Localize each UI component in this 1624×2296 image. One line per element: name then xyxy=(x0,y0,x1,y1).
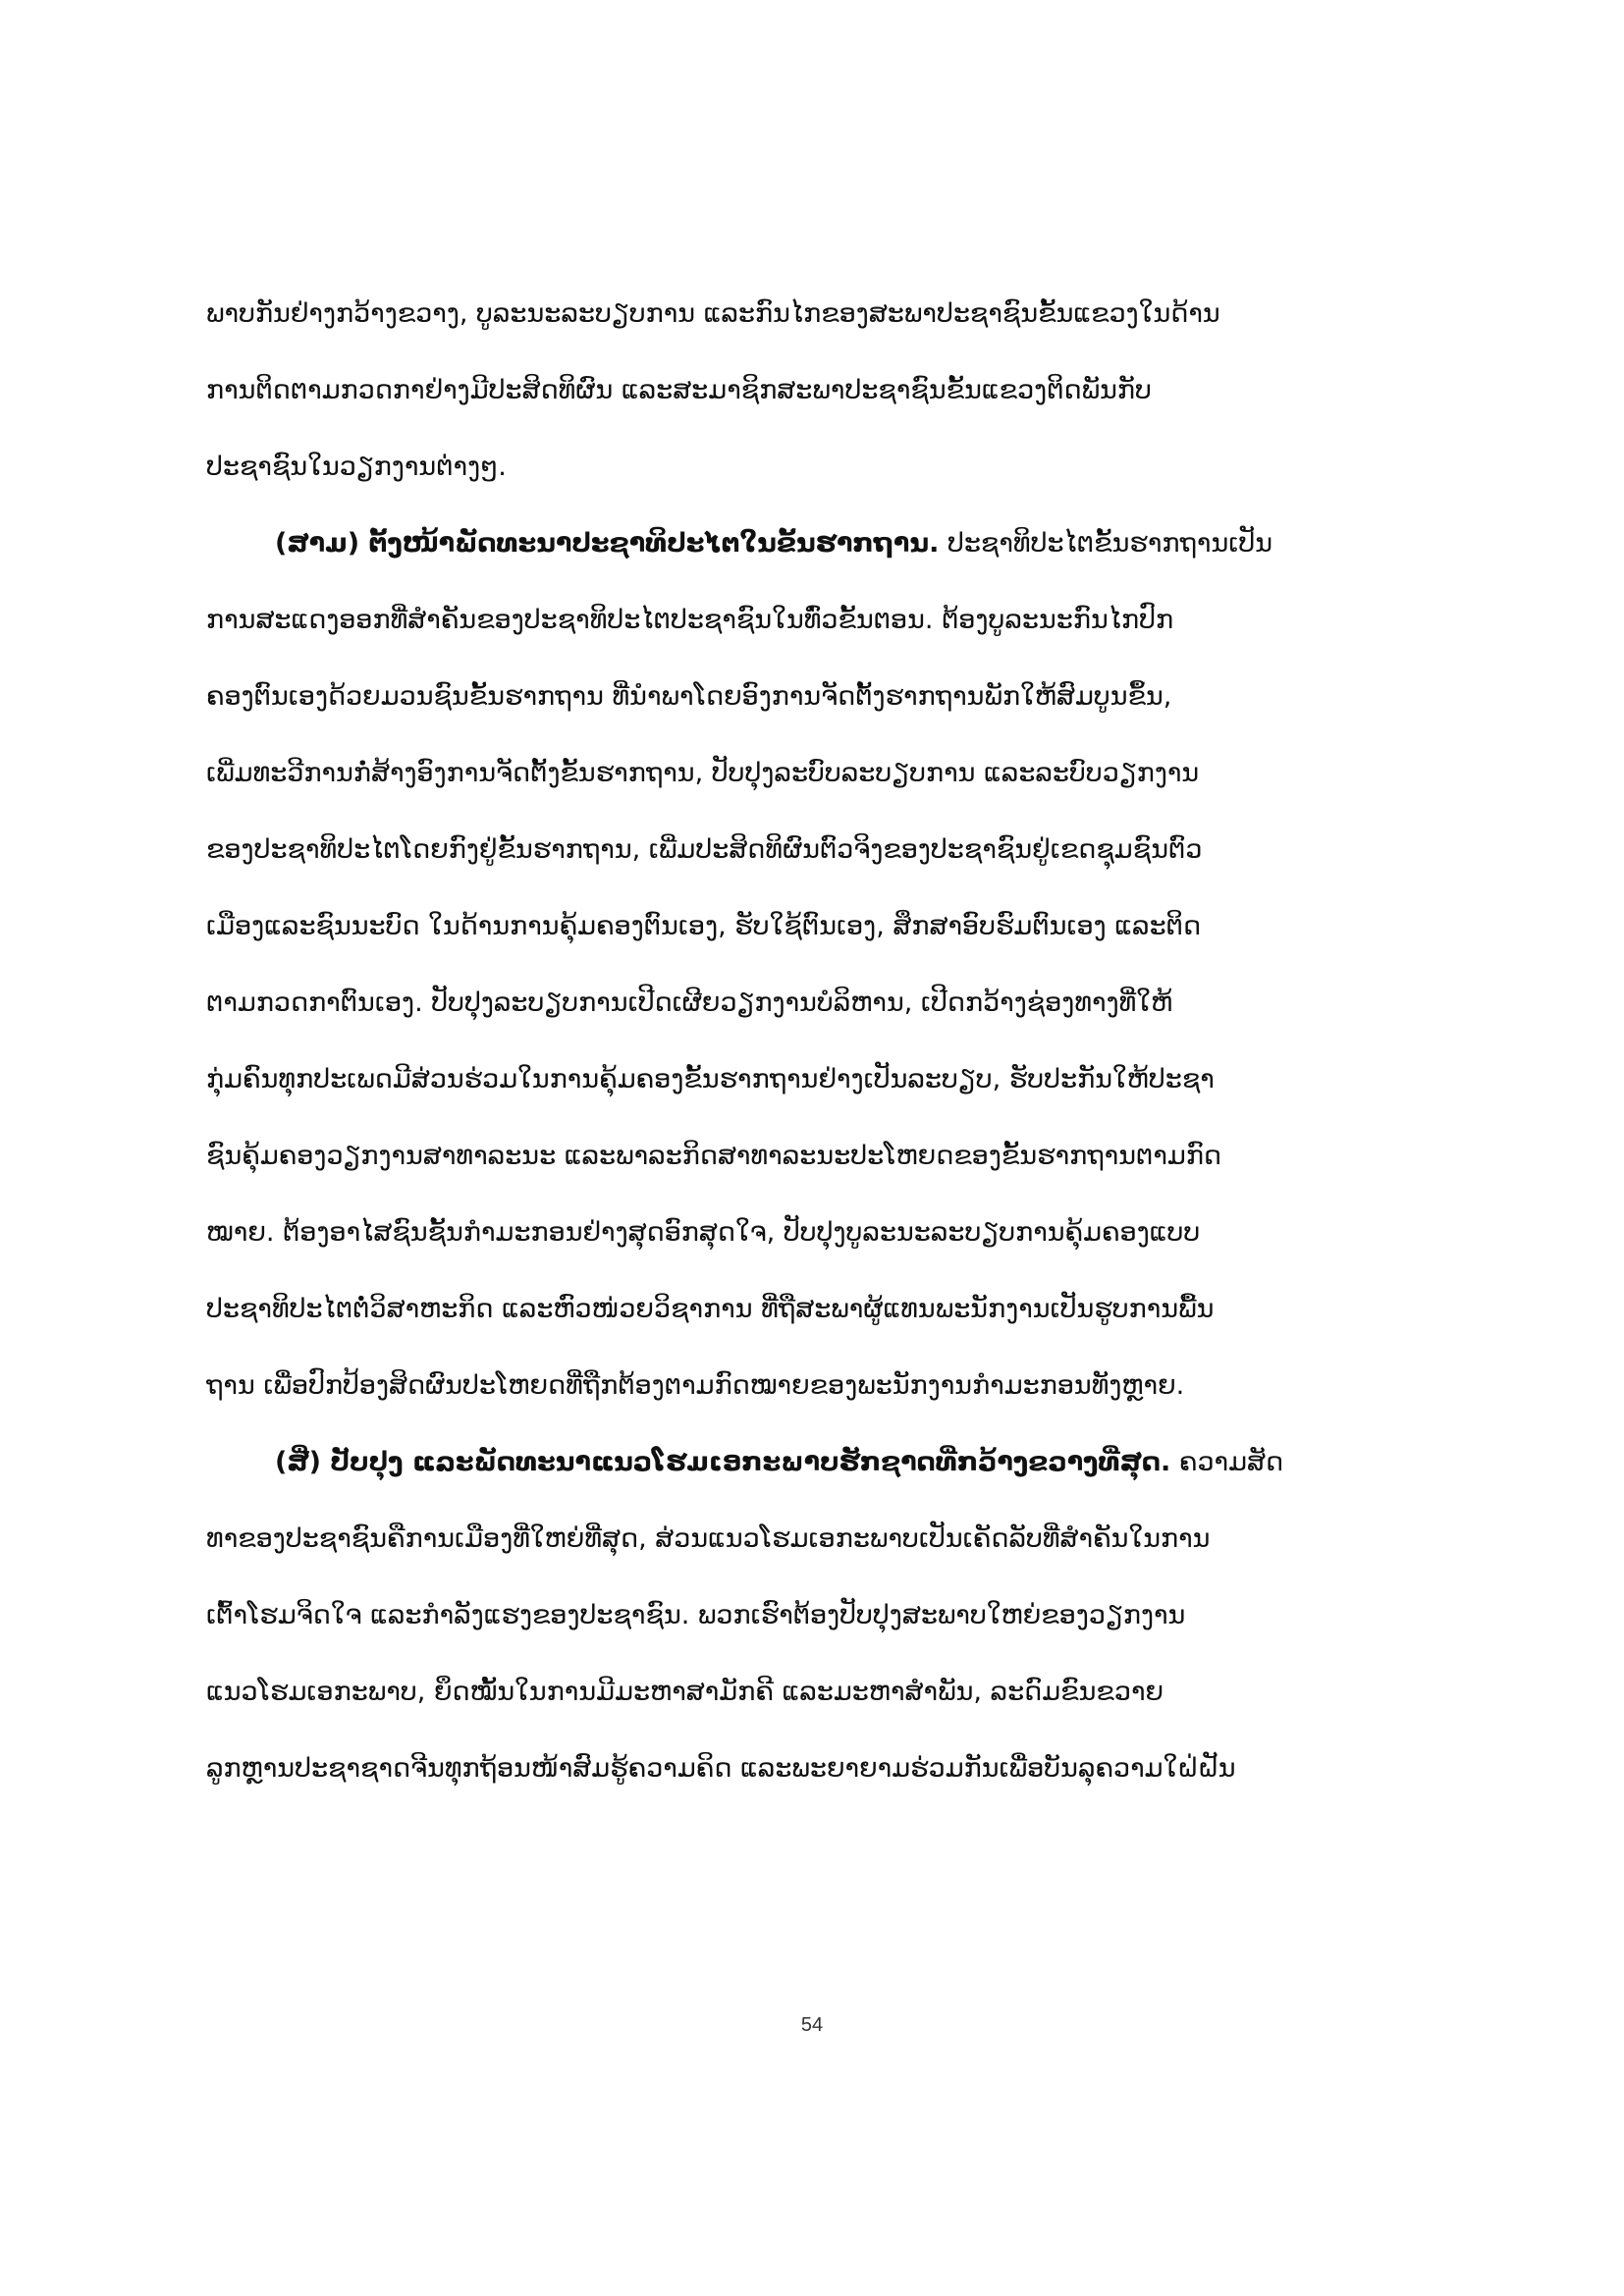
text-line-12: ຊົນຄຸ້ມຄອງວຽກງານສາທາລະນະ ແລະພາລະກິດສາທາລະນະປະໂຫຍດຂອງຂັ້ນຮາກຖານຕາມກົດ xyxy=(206,1141,1221,1171)
text-line-13: ໝາຍ. ຕ້ອງອາໄສຊົນຊັ້ນກຳມະກອນຢ່າງສຸດອົກສຸດໃຈ, ປັບປຸງບູລະນະລະບຽບການຄຸ້ມຄອງແບບ xyxy=(206,1217,1201,1248)
text-line-11: ກຸ່ມຄົນທຸກປະເພດມີສ່ວນຮ່ວມໃນການຄຸ້ມຄອງຂັ້ນຮາກຖານຢ່າງເປັນລະບຽບ, ຮັບປະກັນໃຫ້ປະຊາ xyxy=(206,1064,1215,1095)
text-line-19: ແນວໂຮມເອກະພາບ, ຍຶດໝັ້ນໃນການມີມະຫາສາມັກຄີ ແລະມະຫາສຳພັນ, ລະດົມຂົນຂວາຍ xyxy=(206,1677,1164,1707)
text-line-9: ເມືອງແລະຊົນນະບົດ ໃນດ້ານການຄຸ້ມຄອງຕົນເອງ, ຮັບໃຊ້ຕົນເອງ, ສຶກສາອົບຮົມຕົນເອງ ແລະຕິດ xyxy=(206,911,1202,941)
page-number: 54 xyxy=(800,2014,824,2036)
text-line-3: ປະຊາຊົນໃນວຽກງານຕ່າງໆ. xyxy=(206,452,507,482)
text-line-2: ການຕິດຕາມກວດກາຢ່າງມີປະສິດທິຜົນ ແລະສະມາຊິກສະພາປະຊາຊົນຂັ້ນແຂວງຕິດພັນກັບ xyxy=(206,375,1152,405)
section-heading-4: (ສີ່) ປັບປຸງ ແລະພັດທະນາແນວໂຮມເອກະພາບຮັກຊາດທີ່ກວ້າງຂວາງທີ່ສຸດ. ຄວາມສັດ xyxy=(275,1447,1284,1477)
text-line-8: ຂອງປະຊາທິປະໄຕໂດຍກົງຢູ່ຂັ້ນຮາກຖານ, ເພີ່ມປະສິດທິຜົນຕົວຈິງຂອງປະຊາຊົນຢູ່ເຂດຊຸມຊົນຕົວ xyxy=(206,834,1203,865)
text-line-15: ຖານ ເພື່ອປົກປ້ອງສິດຜົນປະໂຫຍດທີ່ຖືກຕ້ອງຕາມກົດໝາຍຂອງພະນັກງານກຳມະກອນທັງຫຼາຍ. xyxy=(206,1370,1185,1401)
text-line-1: ພາບກັນຢ່າງກວ້າງຂວາງ, ບູລະນະລະບຽບການ ແລະກົນໄກຂອງສະພາປະຊາຊົນຂັ້ນແຂວງໃນດ້ານ xyxy=(206,298,1220,329)
text-line-20: ລູກຫຼານປະຊາຊາດຈີນທຸກຖ້ອນໜ້າສົມຮູ້ຄວາມຄິດ ແລະພະຍາຍາມຮ່ວມກັນເພື່ອບັນລຸຄວາມໃຝ່ຝັນ xyxy=(206,1753,1236,1784)
section-heading-3: (ສາມ) ຕັ້ງໜ້າພັດທະນາປະຊາທິປະໄຕໃນຂັ້ນຮາກຖານ. ປະຊາທິປະໄຕຂັ້ນຮາກຖານເປັນ xyxy=(275,528,1273,559)
text-line-5: ການສະແດງອອກທີ່ສຳຄັນຂອງປະຊາທິປະໄຕປະຊາຊົນໃນທົ່ວຂັ້ນຕອນ. ຕ້ອງບູລະນະກົນໄກປົກ xyxy=(206,605,1174,635)
text-line-18: ເຕົ້າໂຮມຈິດໃຈ ແລະກຳລັງແຮງຂອງປະຊາຊົນ. ພວກເຮົາຕ້ອງປັບປຸງສະພາບໃຫຍ່ຂອງວຽກງານ xyxy=(206,1600,1186,1630)
text-line-7: ເພີ່ມທະວີການກໍ່ສ້າງອົງການຈັດຕັ້ງຂັ້ນຮາກຖານ, ປັບປຸງລະບົບລະບຽບການ ແລະລະບົບວຽກງານ xyxy=(206,758,1200,788)
text-line-17: ທາຂອງປະຊາຊົນຄືການເມືອງທີ່ໃຫຍ່ທີ່ສຸດ, ສ່ວນແນວໂຮມເອກະພາບເປັນເຄັດລັບທີ່ສຳຄັນໃນການ xyxy=(206,1523,1211,1554)
text-line-10: ຕາມກວດກາຕົນເອງ. ປັບປຸງລະບຽບການເປີດເຜີຍວຽກງານບໍລິຫານ, ເປີດກວ້າງຊ່ອງທາງທີ່ໃຫ້ xyxy=(206,988,1173,1018)
text-line-6: ຄອງຕົນເອງດ້ວຍມວນຊົນຂັ້ນຮາກຖານ ທີ່ນຳພາໂດຍອົງການຈັດຕັ້ງຮາກຖານພັກໃຫ້ສົມບູນຂຶ້ນ, xyxy=(206,681,1172,712)
text-line-14: ປະຊາທິປະໄຕຕໍ່ວິສາຫະກິດ ແລະຫົວໜ່ວຍວິຊາການ ທີ່ຖືສະພາຜູ້ແທນພະນັກງານເປັນຮູບການພື້ນ xyxy=(206,1294,1215,1324)
